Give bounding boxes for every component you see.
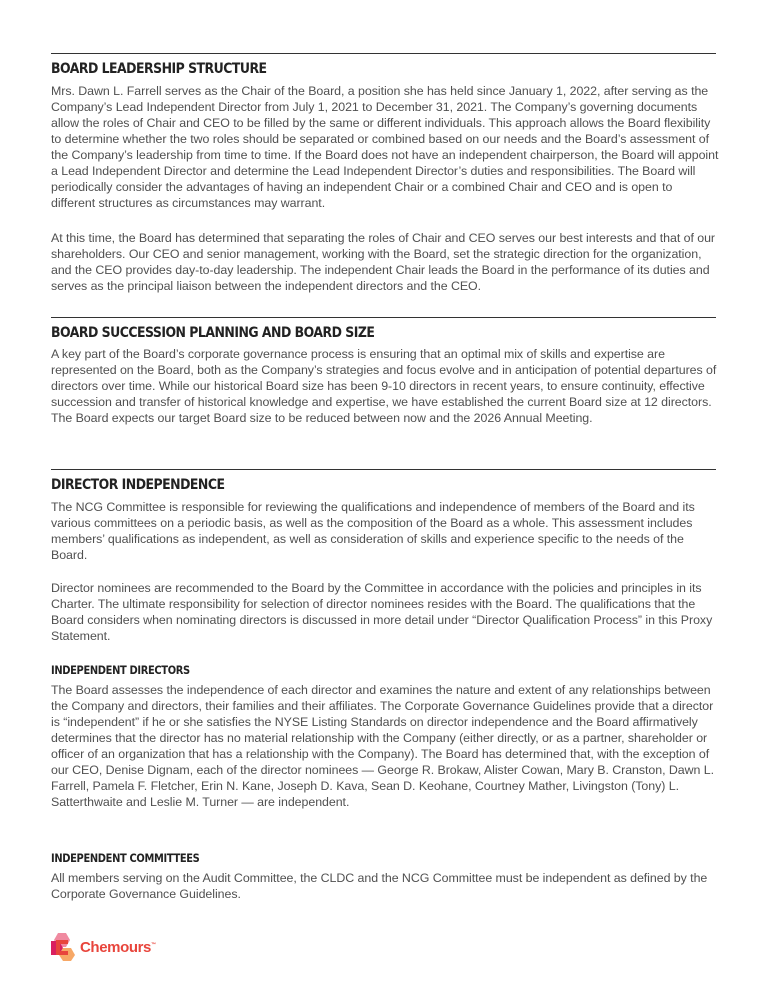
paragraph: The NCG Committee is responsible for reviewing the qualifications and independence of members of the Board and its various committees on a periodic basis, as well as the composition of the Board as a whole. This assessment includes members’ qualifications as independent, as well as consideration of skills and experience specific to the needs of the Board. [51, 500, 695, 562]
rule-3 [51, 469, 716, 470]
chemours-logo-icon [50, 932, 76, 962]
rule-1 [51, 53, 716, 54]
paragraph: Mrs. Dawn L. Farrell serves as the Chair of the Board, a position she has held since January 1, 2022, after serving as the Company’s Lead Independent Director from July 1, 2021 to December 31, 2021. The Company’s governing documents allow the roles of Chair and CEO to be filled by the same or different individuals. This approach allows the Board flexibility to determine whether the two roles should be separated or combined based on our needs and the Board’s assessment of the Company’s leadership from time to time. If the Board does not have an independent chairperson, the Board will appoint a Lead Independent Director and determine the Lead Independent Director’s duties and responsibilities. The Board will periodically consider the advantages of having an independent Chair or a combined Chair and CEO and is open to different structures as circumstances may warrant. [51, 84, 719, 210]
subheading-independent-committees: INDEPENDENT COMMITTEES [51, 851, 200, 865]
paragraph: All members serving on the Audit Committee, the CLDC and the NCG Committee must be independent as defined by the Corporate Governance Guidelines. [51, 871, 708, 901]
paragraph: The Board assesses the independence of each director and examines the nature and extent of any relationships between the Company and directors, their families and their affiliates. The Corporate Governance Guidelines provide that a director is “independent” if he or she satisfies the NYSE Listing Standards on director independence and the Board affirmatively determines that the director has no material relationship with the Company (either directly, or as a partner, shareholder or officer of an organization that has a relationship with the Company). The Board has determined that, with the exception of our CEO, Denise Dignam, each of the director nominees — George R. Brokaw, Alister Cowan, Mary B. Cranston, Dawn L. Farrell, Pamela F. Fletcher, Erin N. Kane, Joseph D. Kava, Sean D. Keohane, Courtney Mather, Livingston (Tony) L. Satterthwaite and Leslie M. Turner — are independent. [51, 683, 714, 809]
paragraph: A key part of the Board’s corporate governance process is ensuring that an optimal mix of skills and expertise are represented on the Board, both as the Company’s strategies and focus evolve and in anticipation of potential departures of directors over time. While our historical Board size has been 9-10 directors in recent years, to ensure continuity, effective succession and transfer of historical knowledge and expertise, we have established the current Board size at 12 directors. The Board expects our target Board size to be reduced between now and the 2026 Annual Meeting. [51, 347, 717, 425]
subheading-independent-directors: INDEPENDENT DIRECTORS [51, 663, 190, 677]
logo-wordmark: Chemours™ [80, 938, 156, 956]
paragraph: Director nominees are recommended to the Board by the Committee in accordance with the policies and principles in its Charter. The ultimate responsibility for selection of director nominees resides with the Board. The qualifications that the Board considers when nominating directors is discussed in more detail under “Director Qualification Process” in this Proxy Statement. [51, 581, 713, 643]
section-heading-director-independence: DIRECTOR INDEPENDENCE [51, 477, 225, 493]
section-heading-succession: BOARD SUCCESSION PLANNING AND BOARD SIZE [51, 325, 375, 341]
paragraph: At this time, the Board has determined that separating the roles of Chair and CEO serves our best interests and that of our shareholders. Our CEO and senior management, working with the Board, set the strategic direction for the organization, and the CEO provides day-to-day leadership. The independent Chair leads the Board in the performance of its duties and serves as the principal liaison between the independent directors and the CEO. [51, 231, 715, 293]
section-heading-board-leadership: BOARD LEADERSHIP STRUCTURE [51, 61, 267, 77]
rule-2 [51, 317, 716, 318]
chemours-logo [50, 932, 156, 962]
